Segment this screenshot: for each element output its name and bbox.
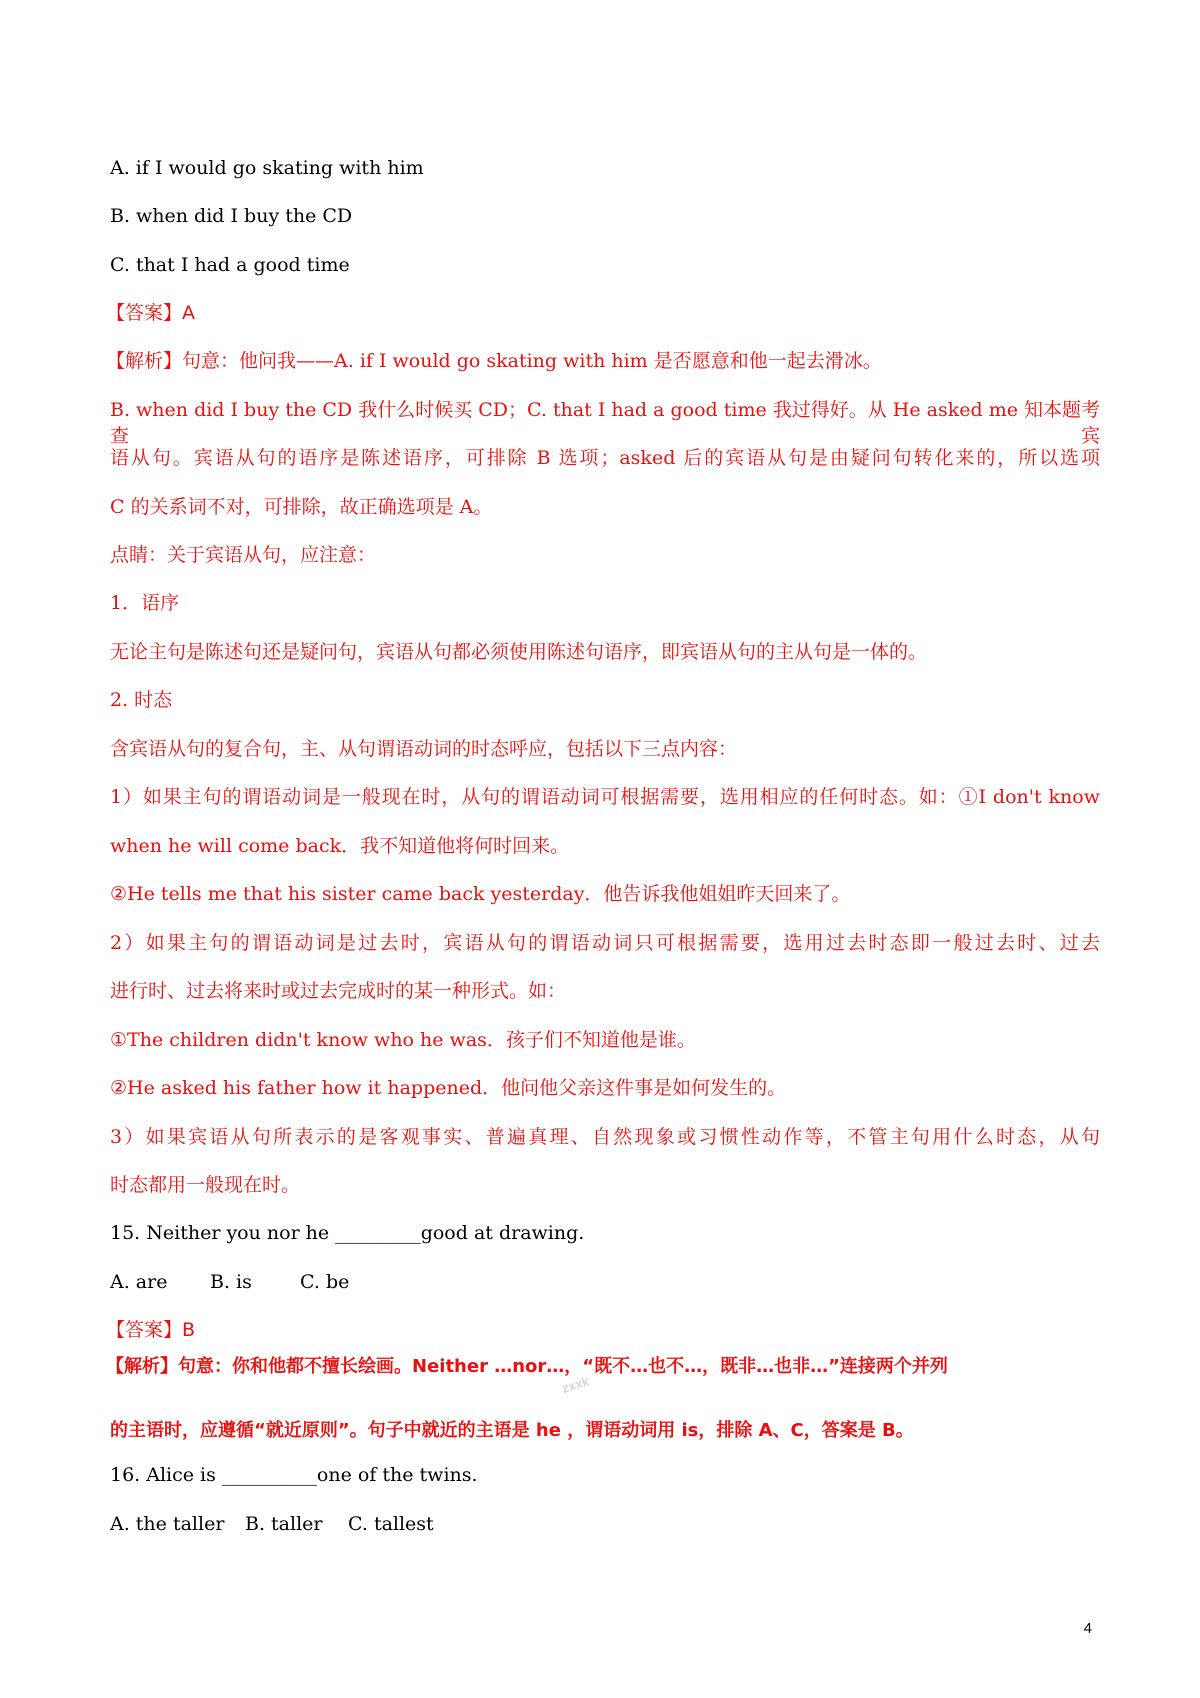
q15-option-b: B. is: [210, 1271, 252, 1293]
page-number: 4: [1083, 1620, 1092, 1637]
q15-analysis-line-1: [106, 1354, 1096, 1380]
q14-option-b: B. when did I buy the CD: [110, 205, 353, 227]
q15-answer: [106, 1317, 1096, 1343]
q16-option-a: A. the taller: [110, 1513, 225, 1535]
q16-options: [110, 1511, 1100, 1537]
q14-option-a: A. if I would go skating with him: [110, 157, 424, 179]
tip-2-1-example-2: ②He tells me that his sister came back yesterday．他告诉我他姐姐昨天回来了。: [110, 883, 851, 905]
tip-2-3-line-1: 3）如果宾语从句所表示的是客观事实、普遍真理、自然现象或习惯性动作等，不管主句用什么时态，从句: [110, 1126, 1100, 1148]
q16-option-c: C. tallest: [348, 1513, 434, 1535]
q14-analysis-line-4: C 的关系词不对，可排除，故正确选项是 A。: [110, 496, 493, 518]
tip-2-3-line-2: 时态都用一般现在时。: [110, 1174, 301, 1196]
tip-1-heading: 1．语序: [110, 592, 180, 614]
q14-analysis-line-3: 语从句。宾语从句的语序是陈述语序，可排除 B 选项；asked 后的宾语从句是由疑问句转化来的，所以选项: [110, 447, 1100, 469]
q14-answer: [106, 300, 1096, 326]
answer-label: 【答案】: [106, 302, 183, 324]
analysis-text: 句意：他问我——A. if I would go skating with him 是否愿意和他一起去滑冰。: [182, 350, 882, 372]
q15-option-c: C. be: [300, 1271, 350, 1293]
analysis-text: 句意：你和他都不擅长绘画。Neither …nor…，“既不…也不…，既非…也非…”连接两个并列: [178, 1356, 948, 1377]
tip-2-intro: 含宾语从句的复合句，主、从句谓语动词的时态呼应，包括以下三点内容：: [110, 738, 738, 760]
tip-2-2-example-2: ②He asked his father how it happened．他问他父亲这件事是如何发生的。: [110, 1077, 787, 1099]
q15-option-a: A. are: [110, 1271, 168, 1293]
watermark: zxxk: [560, 1374, 591, 1396]
tip-title: 点睛：关于宾语从句，应注意：: [110, 544, 377, 566]
q16-question: 16. Alice is __________one of the twins.: [110, 1464, 478, 1486]
q14-analysis-line-2: B. when did I buy the CD 我什么时候买 CD；C. that I had a good time 我过得好。从 He asked me 知本题考查宾: [110, 399, 1100, 447]
q15-question: 15. Neither you nor he _________good at drawing.: [110, 1222, 585, 1244]
tip-1-text: 无论主句是陈述句还是疑问句，宾语从句都必须使用陈述句语序，即宾语从句的主从句是一体的。: [110, 641, 928, 663]
tip-2-2-example-1: ①The children didn't know who he was．孩子们不知道他是谁。: [110, 1029, 696, 1051]
q16-option-b: B. taller: [245, 1513, 323, 1535]
q14-analysis-line-1: [106, 348, 1096, 374]
tip-2-2-line-2: 进行时、过去将来时或过去完成时的某一种形式。如：: [110, 980, 567, 1002]
analysis-label: 【解析】: [106, 350, 183, 372]
answer-value: B: [182, 1319, 196, 1341]
q15-analysis-line-2: 的主语时，应遵循“就近原则”。句子中就近的主语是 he ，谓语动词用 is，排除 A、C，答案是 B。: [110, 1420, 914, 1441]
tip-2-2-line-1: 2）如果主句的谓语动词是过去时，宾语从句的谓语动词只可根据需要，选用过去时态即一般过去时、过去: [110, 932, 1100, 954]
analysis-label: 【解析】: [106, 1356, 178, 1377]
q14-option-c: C. that I had a good time: [110, 254, 350, 276]
tip-2-1-line-2: when he will come back．我不知道他将何时回来。: [110, 835, 570, 857]
answer-value: A: [182, 302, 196, 324]
tip-2-heading: 2. 时态: [110, 689, 173, 711]
q15-options: [110, 1269, 1100, 1295]
answer-label: 【答案】: [106, 1319, 183, 1341]
tip-2-1-line-1: 1）如果主句的谓语动词是一般现在时，从句的谓语动词可根据需要，选用相应的任何时态。如：①I don't know: [110, 786, 1100, 808]
